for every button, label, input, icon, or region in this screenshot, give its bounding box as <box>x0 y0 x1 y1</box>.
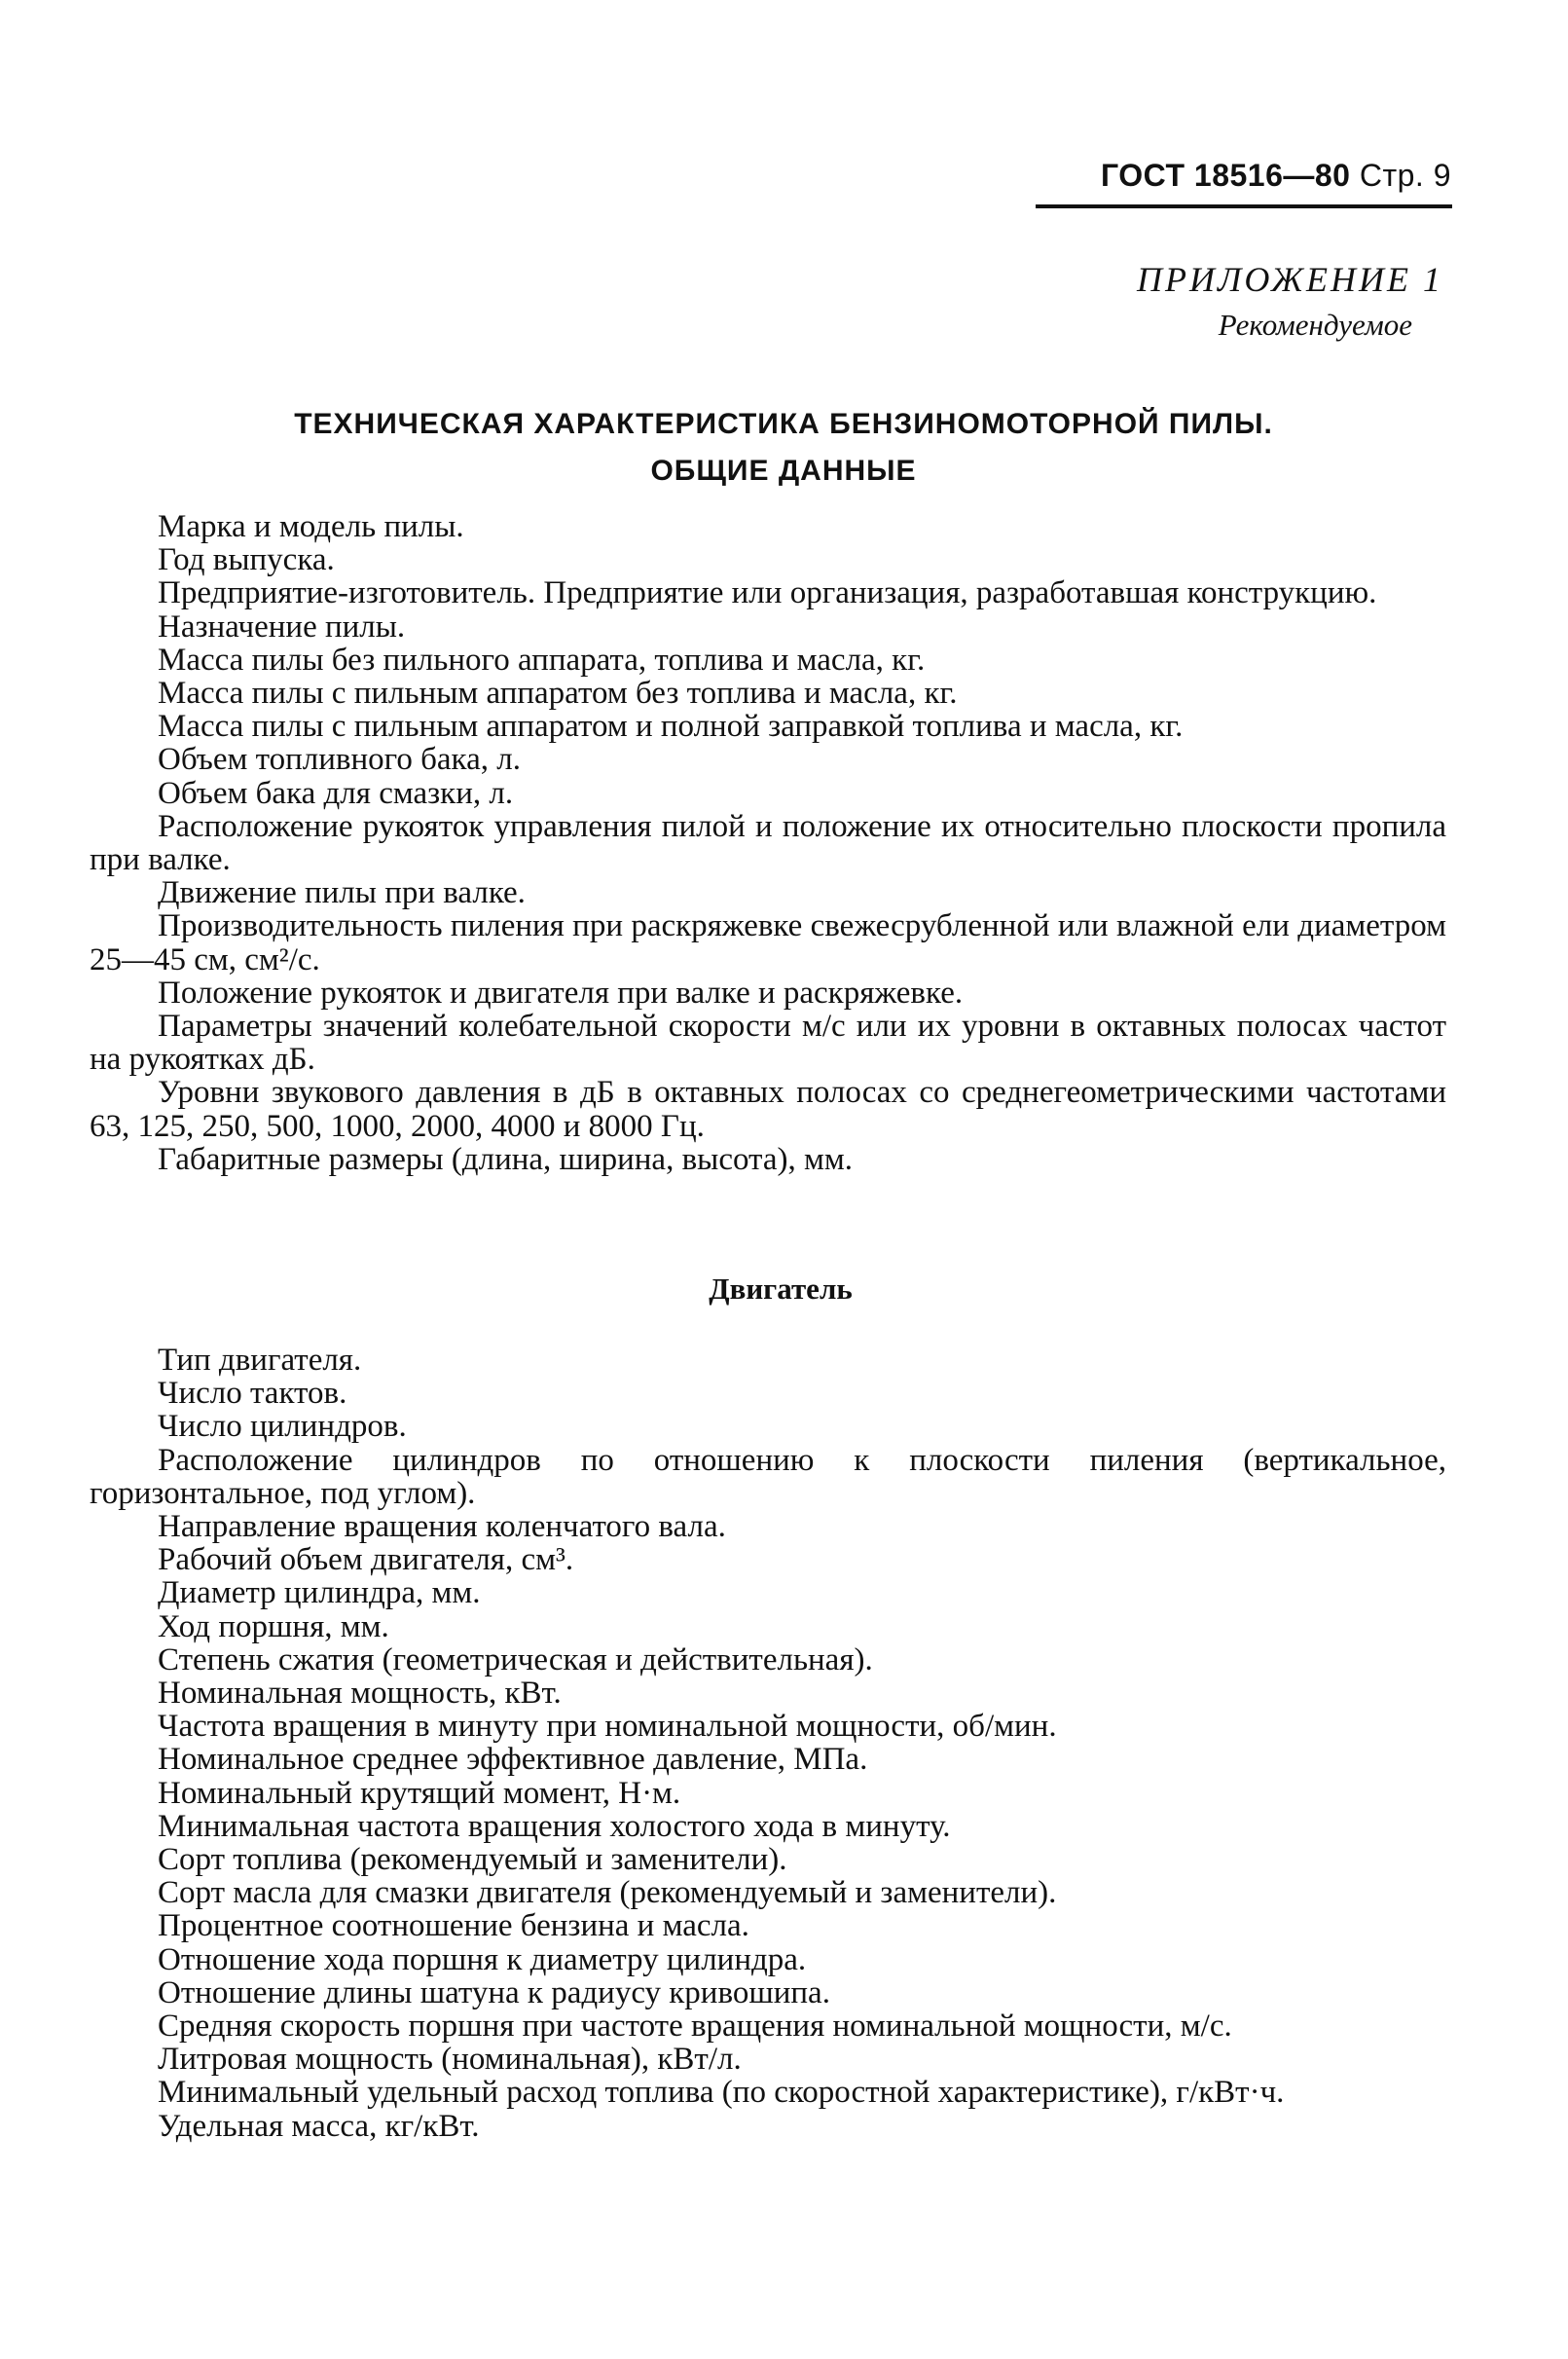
list-item: Назначение пилы. <box>158 608 406 645</box>
list-item: Масса пилы с пильным аппаратом и полной заправкой топлива и масла, кг. <box>158 709 1184 745</box>
list-item: Число тактов. <box>158 1376 347 1412</box>
list-item: Отношение длины шатуна к радиусу кривошипа. <box>158 1974 830 2010</box>
page-header <box>1101 158 1451 194</box>
list-item: Процентное соотношение бензина и масла. <box>158 1908 749 1944</box>
list-item: Производительность пиления при раскряжевке свежесрубленной или влажной ели диаметром 25—45 см, см²/с. <box>90 908 1446 977</box>
list-item: Число цилиндров. <box>158 1409 407 1445</box>
list-item: Отношение хода поршня к диаметру цилиндра. <box>158 1941 807 1977</box>
list-item: Объем бака для смазки, л. <box>158 775 514 811</box>
list-item: Расположение рукояток управления пилой и положение их относительно плоскости пропила при валке. <box>90 808 1446 878</box>
list-item: Рабочий объем двигателя, см³. <box>158 1542 574 1578</box>
list-item: Габаритные размеры (длина, ширина, высота), мм. <box>158 1141 854 1177</box>
list-item: Сорт масла для смазки двигателя (рекомендуемый и заменители). <box>158 1875 1057 1911</box>
list-item: Год выпуска. <box>158 542 335 578</box>
list-item: Направление вращения коленчатого вала. <box>158 1509 726 1545</box>
appendix-subtitle: Рекомендуемое <box>1218 308 1412 342</box>
list-item: Объем топливного бака, л. <box>158 742 521 778</box>
document-title-line-1: ТЕХНИЧЕСКАЯ ХАРАКТЕРИСТИКА БЕНЗИНОМОТОРНОЙ ПИЛЫ. <box>294 408 1273 440</box>
list-item: Марка и модель пилы. <box>158 509 464 544</box>
list-item: Номинальное среднее эффективное давление, МПа. <box>158 1742 868 1778</box>
list-item: Уровни звукового давления в дБ в октавных полосах со среднегеометрическими частотами 63, 125, 250, 500, 1000, 2000, 4000 и 8000 Гц. <box>90 1075 1446 1144</box>
list-item: Положение рукояток и двигателя при валке и раскряжевке. <box>158 975 964 1011</box>
list-item: Номинальный крутящий момент, Н·м. <box>158 1775 681 1811</box>
list-item: Предприятие-изготовитель. Предприятие или организация, разработавшая конструкцию. <box>158 575 1377 611</box>
appendix-title: ПРИЛОЖЕНИЕ 1 <box>1137 260 1443 299</box>
list-item: Минимальная частота вращения холостого хода в минуту. <box>158 1808 951 1844</box>
list-item: Параметры значений колебательной скорости м/с или их уровни в октавных полосах частот на рукоятках дБ. <box>90 1009 1446 1078</box>
general-data-list <box>90 510 1446 1176</box>
document-title-line-2: ОБЩИЕ ДАННЫЕ <box>650 455 917 487</box>
list-item: Расположение цилиндров по отношению к плоскости пиления (вертикальное, горизонтальное, под углом). <box>90 1442 1446 1511</box>
list-item: Удельная масса, кг/кВт. <box>158 2108 480 2144</box>
list-item: Ход поршня, мм. <box>158 1608 389 1644</box>
appendix-label <box>1137 255 1443 347</box>
list-item: Тип двигателя. <box>158 1343 362 1378</box>
list-item: Литровая мощность (номинальная), кВт/л. <box>158 2042 742 2078</box>
list-item: Движение пилы при валке. <box>158 875 526 911</box>
list-item: Минимальный удельный расход топлива (по скоростной характеристике), г/кВт·ч. <box>158 2075 1285 2111</box>
list-item: Диаметр цилиндра, мм. <box>158 1575 481 1611</box>
document-title <box>88 401 1479 495</box>
engine-data-list <box>90 1344 1446 2143</box>
list-item: Степень сжатия (геометрическая и действительная). <box>158 1641 873 1677</box>
engine-section-heading: Двигатель <box>709 1272 853 1306</box>
list-item: Номинальная мощность, кВт. <box>158 1676 562 1712</box>
list-item: Масса пилы с пильным аппаратом без топлива и масла, кг. <box>158 676 958 712</box>
list-item: Сорт топлива (рекомендуемый и заменители). <box>158 1842 787 1878</box>
list-item: Масса пилы без пильного аппарата, топлива и масла, кг. <box>158 642 926 678</box>
page-number: Стр. 9 <box>1359 158 1451 193</box>
list-item: Частота вращения в минуту при номинальной мощности, об/мин. <box>158 1709 1057 1745</box>
document-code: ГОСТ 18516—80 <box>1101 158 1351 193</box>
list-item: Средняя скорость поршня при частоте вращения номинальной мощности, м/с. <box>158 2009 1232 2045</box>
header-rule <box>1036 204 1452 208</box>
